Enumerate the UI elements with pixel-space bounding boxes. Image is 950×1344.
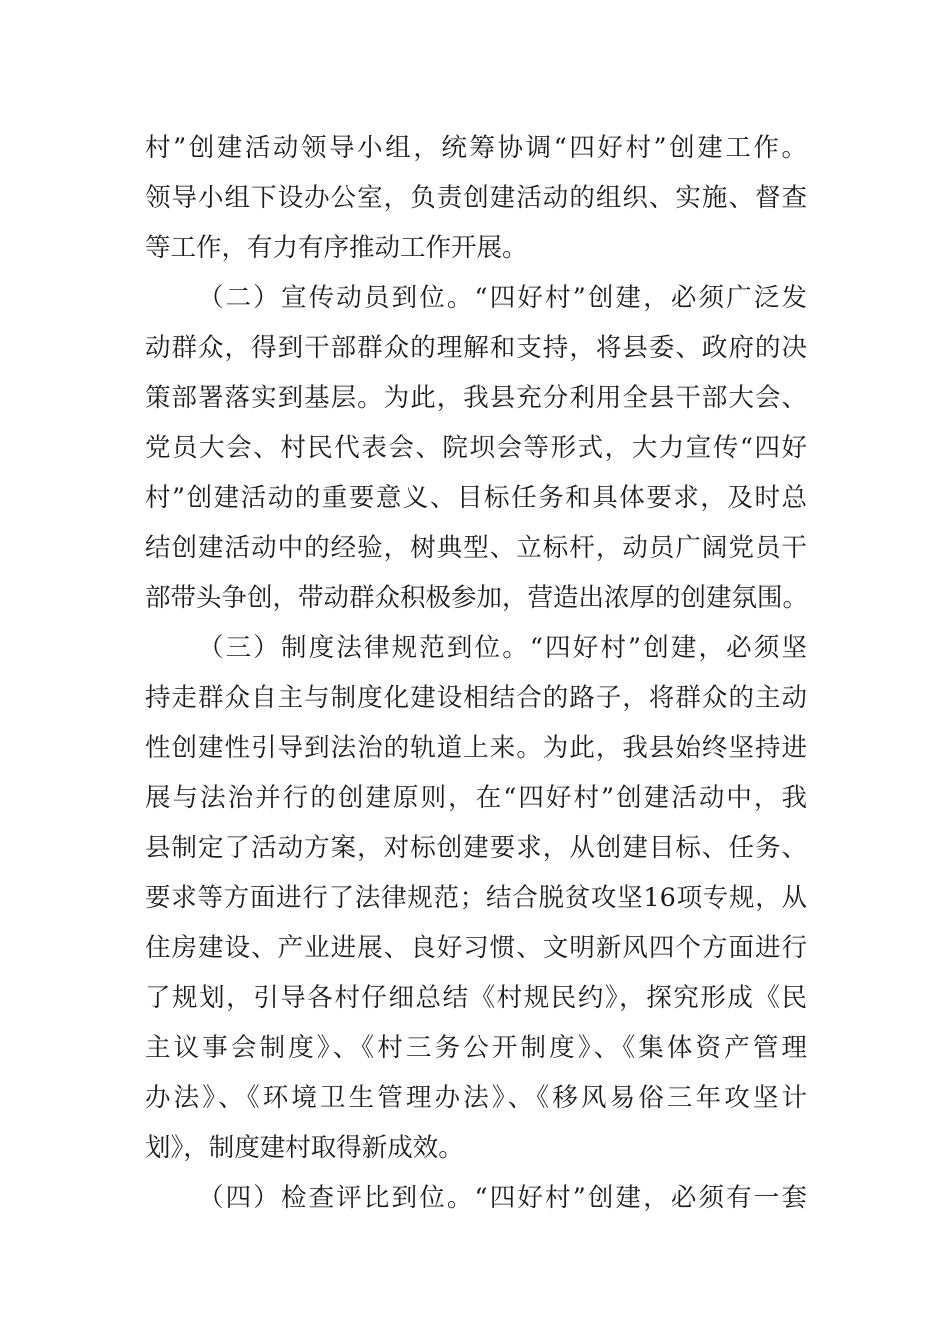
text-line: 等工作，有力有序推动工作开展。	[145, 233, 528, 263]
text-line: 策部署落实到基层。为此，我县充分利用全县干部大会、	[145, 383, 807, 413]
text-line: 展与法治并行的创建原则，在“四好村”创建活动中，我	[145, 783, 807, 813]
text-line: 了规划，引导各村仔细总结《村规民约》，探究形成《民	[145, 983, 807, 1013]
paragraph-first-line: （二）宣传动员到位。“四好村”创建，必须广泛发	[198, 283, 807, 313]
text-line: 主议事会制度》、《村三务公开制度》、《集体资产管理	[145, 1033, 807, 1063]
text-line: 部带头争创，带动群众积极参加，营造出浓厚的创建氛围。	[145, 583, 809, 613]
paragraph-first-line: （三）制度法律规范到位。“四好村”创建，必须坚	[198, 633, 807, 663]
text-line: 动群众，得到干部群众的理解和支持，将县委、政府的决	[145, 333, 807, 363]
text-line: 住房建设、产业进展、良好习惯、文明新风四个方面进行	[145, 933, 807, 963]
text-line: 要求等方面进行了法律规范；结合脱贫攻坚16项专规，从	[145, 883, 807, 913]
text-line: 持走群众自主与制度化建设相结合的路子，将群众的主动	[145, 683, 807, 713]
text-line: 性创建性引导到法治的轨道上来。为此，我县始终坚持进	[145, 733, 807, 763]
text-line: 村”创建活动的重要意义、目标任务和具体要求，及时总	[145, 483, 807, 513]
text-line: 划》，制度建村取得新成效。	[145, 1133, 464, 1163]
text-line: 县制定了活动方案，对标创建要求，从创建目标、任务、	[145, 833, 807, 863]
paragraph-first-line: （四）检查评比到位。“四好村”创建，必须有一套	[198, 1183, 807, 1213]
text-line: 领导小组下设办公室，负责创建活动的组织、实施、督查	[145, 183, 807, 213]
text-line: 办法》、《环境卫生管理办法》、《移风易俗三年攻坚计	[145, 1083, 807, 1113]
text-line: 村”创建活动领导小组，统筹协调“四好村”创建工作。	[145, 133, 807, 163]
text-line: 结创建活动中的经验，树典型、立标杆，动员广阔党员干	[145, 533, 807, 563]
text-line: 党员大会、村民代表会、院坝会等形式，大力宣传“四好	[145, 433, 807, 463]
